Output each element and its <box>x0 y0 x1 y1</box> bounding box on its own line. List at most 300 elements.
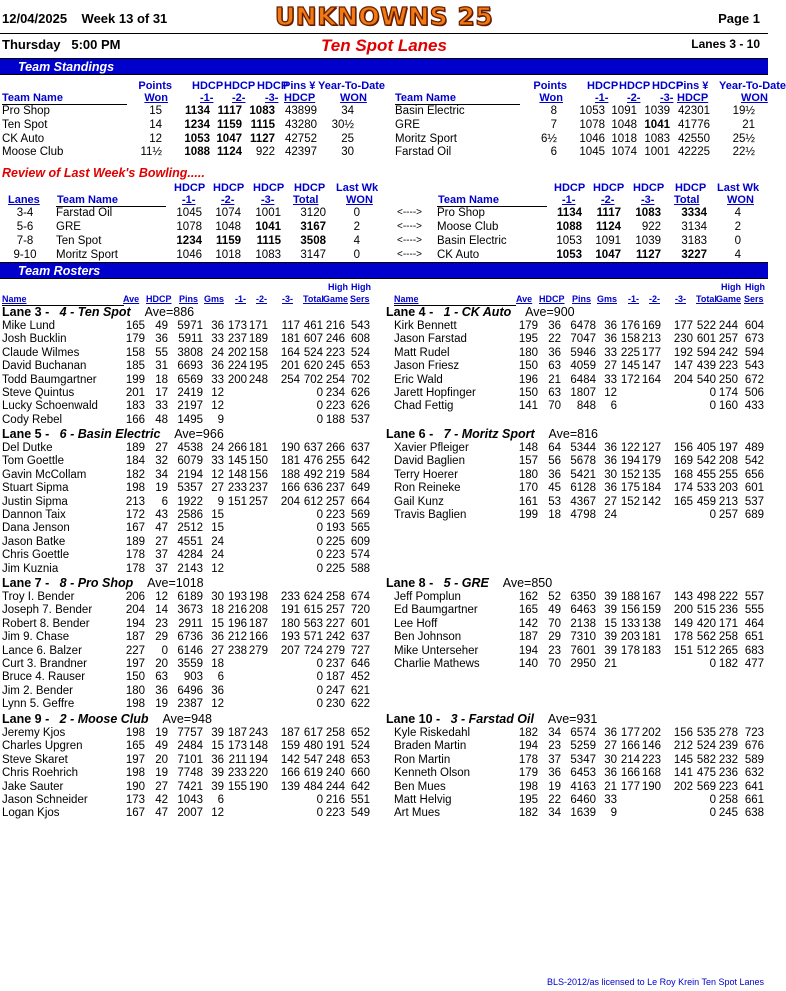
bowler-total: 724 <box>303 644 323 657</box>
bowler-pins: 1639 <box>570 807 596 820</box>
bowler-total: 498 <box>696 591 716 603</box>
bowler-high-series: 656 <box>744 468 764 481</box>
bowler-game-1: 233 <box>227 482 247 495</box>
game-2-hdcp: 1159 <box>217 118 242 131</box>
bowler-hdcp: 37 <box>155 562 168 575</box>
bowler-average: 150 <box>125 671 145 684</box>
bowler-hdcp: 36 <box>548 767 561 780</box>
high-series-sub-header: Sers <box>744 294 764 304</box>
game-1-hdcp: 1134 <box>185 105 210 117</box>
game-3-hdcp: 1115 <box>250 118 275 131</box>
bowler-high-game: 258 <box>325 591 345 603</box>
team-average: Ave=1018 <box>133 576 204 590</box>
game-2-hdcp: 1074 <box>611 146 637 159</box>
bowler-game-2: 195 <box>248 360 268 373</box>
hdcp-header: HDCP <box>253 182 285 194</box>
bowler-high-game: 232 <box>718 753 738 766</box>
bowler-games: 39 <box>604 591 617 603</box>
bowler-games: 24 <box>211 442 224 454</box>
lane-label: Lane 5 - <box>2 427 60 441</box>
bowler-game-3: 178 <box>673 631 693 644</box>
review-left-game-1: 1045 <box>176 207 202 219</box>
bowler-high-game: 225 <box>325 562 345 575</box>
bowler-total: 420 <box>696 617 716 630</box>
bowler-games: 30 <box>604 468 617 481</box>
pins-hdcp: 43899 <box>285 105 317 117</box>
bowler-pins: 1043 <box>177 794 203 806</box>
bowler-high-game: 244 <box>718 320 738 332</box>
bowler-game-1: 212 <box>227 631 247 644</box>
bowler-game-1: 196 <box>227 617 247 630</box>
bowler-name: Gavin McCollam <box>2 468 87 481</box>
bowler-pins: 5911 <box>178 333 203 346</box>
bowler-high-game: 223 <box>325 346 345 359</box>
ytd-won: 34 <box>341 105 354 117</box>
bowler-games: 30 <box>211 591 224 603</box>
bowler-pins: 6569 <box>177 373 203 386</box>
bowler-average: 140 <box>518 658 538 670</box>
hdcp-header: HDCP <box>633 182 665 194</box>
bowler-pins: 4538 <box>177 442 203 454</box>
bowler-average: 170 <box>518 482 538 495</box>
game-header: -2- <box>627 92 641 104</box>
bowler-high-series: 638 <box>744 807 764 820</box>
pins-header: Pins <box>179 294 199 304</box>
lanes-header: Lanes <box>8 194 40 206</box>
bowler-games: 36 <box>211 684 224 697</box>
game-header: -1- <box>200 92 214 104</box>
header-week: Week 13 of 31 <box>81 11 168 26</box>
bowler-pins: 1495 <box>177 413 203 426</box>
review-right-game-3: 1083 <box>635 207 661 219</box>
bowler-high-game: 227 <box>325 617 345 630</box>
high-series-sub-header: Sers <box>350 294 370 304</box>
ytd-header: Year-To-Date <box>719 80 786 92</box>
bowler-games: 36 <box>211 320 224 332</box>
bowler-total: 571 <box>303 631 323 644</box>
bowler-high-series: 652 <box>350 727 370 739</box>
pins-hdcp-header: HDCP <box>677 92 709 104</box>
bowler-hdcp: 17 <box>155 387 168 399</box>
bowler-high-series: 664 <box>350 495 370 508</box>
bowler-average: 166 <box>125 413 145 426</box>
bowler-hdcp: 43 <box>155 509 168 521</box>
bowler-game-3: 254 <box>280 373 300 386</box>
bowler-average: 178 <box>125 549 145 562</box>
bowler-average: 199 <box>518 509 538 521</box>
bowler-games: 33 <box>211 333 224 346</box>
bowler-high-game: 258 <box>325 727 345 739</box>
bowler-high-series: 720 <box>350 604 370 617</box>
bowler-game-2: 190 <box>248 780 268 793</box>
team-name-header: Team Name <box>2 92 63 104</box>
bowler-pins: 6146 <box>177 644 203 657</box>
bowler-high-series: 542 <box>744 455 764 468</box>
bowler-games: 27 <box>211 644 224 657</box>
bowler-games: 36 <box>604 482 617 495</box>
bowler-high-game: 234 <box>325 387 345 399</box>
bowler-average: 172 <box>125 509 145 521</box>
bowler-pins: 6484 <box>570 373 596 386</box>
review-left-won: 0 <box>353 249 360 261</box>
bowler-total: 0 <box>316 509 323 521</box>
bowler-total: 533 <box>696 482 716 495</box>
bowler-total: 0 <box>316 658 323 670</box>
bowler-hdcp: 70 <box>548 400 561 413</box>
pins-header: Pins ¥ <box>676 80 709 92</box>
game-2-hdcp: 1091 <box>611 105 637 117</box>
bowler-high-series: 537 <box>744 495 764 508</box>
bowler-hdcp: 19 <box>155 727 168 739</box>
bowler-pins: 5344 <box>570 442 596 454</box>
header-lanes: Lanes 3 - 10 <box>691 37 760 51</box>
bowler-name: Ron Martin <box>394 753 451 766</box>
bowler-high-game: 255 <box>325 455 345 468</box>
hdcp-header: HDCP <box>192 80 224 92</box>
bowler-average: 167 <box>125 807 145 820</box>
bowler-hdcp: 27 <box>155 780 168 793</box>
bowler-game-2: 146 <box>641 740 661 753</box>
review-left-game-3: 1001 <box>255 207 281 219</box>
bowler-total: 522 <box>696 320 716 332</box>
lane-label: Lane 9 - <box>2 712 60 726</box>
bowler-hdcp: 48 <box>155 413 168 426</box>
bowler-game-1: 173 <box>227 320 247 332</box>
bowler-hdcp: 53 <box>548 495 561 508</box>
bowler-game-1: 237 <box>227 333 247 346</box>
bowler-hdcp: 37 <box>155 549 168 562</box>
bowler-name: Kirk Bennett <box>394 320 457 332</box>
bowler-average: 148 <box>518 442 538 454</box>
bowler-high-series: 524 <box>350 346 370 359</box>
bowler-name: Chris Goettle <box>2 549 70 562</box>
bowler-average: 196 <box>518 373 538 386</box>
bowler-high-series: 674 <box>350 591 370 603</box>
bowler-hdcp: 19 <box>155 698 168 711</box>
bowler-games: 21 <box>604 780 617 793</box>
bowler-hdcp: 22 <box>548 333 561 346</box>
bowler-game-1: 152 <box>620 468 640 481</box>
bowler-pins: 6496 <box>177 684 203 697</box>
bowler-game-2: 194 <box>248 753 268 766</box>
bowler-total: 480 <box>303 740 323 753</box>
bowler-game-2: 169 <box>641 320 661 332</box>
bowler-game-2: 127 <box>641 442 661 454</box>
review-right-game-2: 1124 <box>596 221 621 233</box>
bowler-total: 540 <box>696 373 716 386</box>
bowler-average: 187 <box>125 631 145 644</box>
bowler-high-game: 254 <box>325 373 345 386</box>
bowler-total: 439 <box>696 360 716 373</box>
review-right-total: 3183 <box>681 235 707 247</box>
points-won: 7 <box>550 118 557 131</box>
game-1-hdcp: 1234 <box>184 118 210 131</box>
review-lanes: 7-8 <box>16 235 34 247</box>
bowler-pins: 2387 <box>177 698 203 711</box>
game-3-hdcp: 1039 <box>644 105 670 117</box>
bowler-pins: 3673 <box>177 604 203 617</box>
bowler-average: 150 <box>518 387 538 399</box>
bowler-hdcp: 21 <box>548 373 561 386</box>
total-header: Total <box>674 194 700 206</box>
bowler-average: 194 <box>518 644 538 657</box>
bowler-game-2: 166 <box>248 631 268 644</box>
bowler-average: 199 <box>125 373 145 386</box>
points-won: 12 <box>149 132 162 145</box>
game-3-hdcp: 1001 <box>644 146 670 159</box>
review-left-total: 3167 <box>300 221 326 233</box>
bowler-name: Claude Wilmes <box>2 346 80 359</box>
game-1-header: -1- <box>628 294 639 304</box>
bowler-high-game: 279 <box>325 644 345 657</box>
bowler-game-2: 220 <box>248 767 268 780</box>
team-average: Ave=850 <box>488 576 553 590</box>
bowler-game-3: 180 <box>280 617 300 630</box>
bowler-pins: 3808 <box>177 346 203 359</box>
bowler-pins: 2484 <box>177 740 203 753</box>
standings-team-name: Moose Club <box>2 146 64 159</box>
bowler-game-1: 156 <box>620 604 640 617</box>
ytd-won: 21 <box>742 118 755 131</box>
team-label: 8 - Pro Shop <box>59 576 134 590</box>
hdcp-header: HDCP <box>213 182 245 194</box>
bowler-game-1: 145 <box>227 455 247 468</box>
game-header: -3- <box>265 92 279 104</box>
bowler-pins: 6189 <box>177 591 203 603</box>
review-team-left: Moritz Sport <box>56 249 118 261</box>
bowler-average: 161 <box>518 495 538 508</box>
bowler-game-3: 165 <box>673 495 693 508</box>
bowler-pins: 2197 <box>177 400 203 413</box>
bowler-name: Jim 9. Chase <box>2 631 70 644</box>
bowler-hdcp: 0 <box>161 644 168 657</box>
bowler-average: 184 <box>125 455 145 468</box>
bowler-hdcp: 32 <box>155 455 168 468</box>
review-right-game-2: 1091 <box>595 235 621 247</box>
bowler-high-game: 223 <box>325 400 345 413</box>
review-team-header: Team Name <box>438 194 499 206</box>
bowler-games: 15 <box>604 617 617 630</box>
bowler-average: 158 <box>125 346 145 359</box>
game-2-header: -2- <box>256 294 267 304</box>
bowler-name: Ron Reineke <box>394 482 461 495</box>
team-label: 3 - Farstad Oil <box>450 712 534 726</box>
bowler-game-2: 150 <box>248 455 268 468</box>
bowler-total: 405 <box>696 442 716 454</box>
pins-hdcp: 42397 <box>285 146 317 159</box>
game-header: -3- <box>660 92 674 104</box>
bowler-game-2: 223 <box>641 753 661 766</box>
bowler-high-game: 257 <box>325 495 345 508</box>
ytd-won: 25½ <box>732 132 755 145</box>
page-number: Page 1 <box>718 11 760 26</box>
bowler-total: 0 <box>316 698 323 711</box>
bowler-game-3: 145 <box>673 753 693 766</box>
bowler-total: 612 <box>303 495 323 508</box>
bowler-total: 0 <box>709 509 716 521</box>
bowler-games: 18 <box>211 658 224 670</box>
bowler-hdcp: 29 <box>155 631 168 644</box>
games-header: Gms <box>597 294 618 304</box>
bowler-high-game: 245 <box>718 807 738 820</box>
bowler-average: 227 <box>125 644 145 657</box>
bowler-game-2: 248 <box>248 373 268 386</box>
bowler-average: 142 <box>518 617 538 630</box>
bowler-hdcp: 23 <box>548 740 561 753</box>
bowler-game-2: 168 <box>641 767 661 780</box>
bowler-hdcp: 49 <box>155 320 168 332</box>
bowler-game-2: 279 <box>248 644 268 657</box>
bowler-average: 157 <box>518 455 538 468</box>
lane-team-heading <box>386 576 552 590</box>
bowler-games: 36 <box>604 333 617 346</box>
review-team-header: Team Name <box>57 194 118 206</box>
bowler-games: 15 <box>211 522 224 535</box>
bowler-high-series: 537 <box>350 413 370 426</box>
bowler-pins: 5946 <box>570 346 596 359</box>
bowler-high-game: 244 <box>325 780 345 793</box>
hdcp-header: HDCP <box>593 182 625 194</box>
bowler-high-game: 257 <box>325 604 345 617</box>
bowler-high-series: 608 <box>350 333 370 346</box>
game-header: -3- <box>641 194 655 206</box>
bowler-game-1: 173 <box>227 740 247 753</box>
bowler-games: 36 <box>604 442 617 454</box>
standings-team-name: Basin Electric <box>395 105 465 117</box>
bowler-hdcp: 18 <box>548 509 561 521</box>
review-right-game-1: 1088 <box>556 221 582 233</box>
bowler-name: Art Mues <box>394 807 441 820</box>
team-average: Ave=966 <box>160 427 224 441</box>
bowler-name: Matt Rudel <box>394 346 450 359</box>
bowler-average: 206 <box>125 591 145 603</box>
bowler-pins: 4284 <box>177 549 203 562</box>
bowler-name: Kyle Riskedahl <box>394 727 471 739</box>
bowler-games: 36 <box>211 360 224 373</box>
review-right-game-1: 1053 <box>556 235 582 247</box>
bowler-total: 0 <box>316 684 323 697</box>
bowler-game-3: 143 <box>673 591 693 603</box>
bowler-game-3: 156 <box>673 442 693 454</box>
bowler-game-2: 156 <box>248 468 268 481</box>
bowler-hdcp: 49 <box>548 604 561 617</box>
bowler-average: 213 <box>125 495 145 508</box>
bowler-pins: 6079 <box>177 455 203 468</box>
bowler-high-series: 524 <box>350 740 370 753</box>
bowler-game-2: 142 <box>641 495 661 508</box>
review-left-game-2: 1074 <box>215 207 241 219</box>
bowler-pins: 4798 <box>570 509 596 521</box>
review-right-game-3: 1127 <box>636 249 661 261</box>
bowler-total: 562 <box>696 631 716 644</box>
bowler-hdcp: 45 <box>548 482 561 495</box>
bowler-games: 39 <box>211 727 224 739</box>
team-label: 2 - Moose Club <box>59 712 149 726</box>
bowler-name: Bruce 4. Rauser <box>2 671 86 684</box>
game-2-hdcp: 1018 <box>611 132 637 145</box>
bowler-games: 24 <box>604 509 617 521</box>
bowler-high-series: 569 <box>350 509 370 521</box>
bowler-games: 27 <box>211 482 224 495</box>
versus-arrow: <----> <box>397 221 422 232</box>
bowler-average: 141 <box>518 400 538 413</box>
hdcp-header: HDCP <box>146 294 172 304</box>
bowler-high-game: 174 <box>718 387 738 399</box>
game-3-header: -3- <box>282 294 293 304</box>
versus-arrow: <----> <box>397 249 422 260</box>
bowler-name: Matt Helvig <box>394 794 452 806</box>
review-left-game-2: 1018 <box>215 249 241 261</box>
bowler-name: Jason Batke <box>2 535 66 548</box>
bowler-total: 0 <box>709 400 716 413</box>
bowler-name: Kenneth Olson <box>394 767 471 780</box>
bowler-games: 24 <box>211 346 224 359</box>
bowler-games: 39 <box>604 604 617 617</box>
bowler-games: 15 <box>211 740 224 753</box>
bowler-game-1: 148 <box>227 468 247 481</box>
bowler-high-game: 257 <box>718 333 738 346</box>
bowler-game-3: 166 <box>280 482 300 495</box>
high-game-sub-header: Game <box>716 294 742 304</box>
bowler-game-3: 159 <box>280 740 300 753</box>
bowler-game-2: 147 <box>641 360 661 373</box>
bowler-high-game: 223 <box>325 509 345 521</box>
bowler-high-game: 223 <box>718 360 738 373</box>
team-label: 4 - Ten Spot <box>59 305 131 319</box>
hdcp-header: HDCP <box>224 80 256 92</box>
game-1-hdcp: 1088 <box>184 146 210 159</box>
bowler-pins: 7748 <box>177 767 203 780</box>
bowler-game-3: 142 <box>280 753 300 766</box>
bowler-high-series: 637 <box>350 442 370 454</box>
bowler-game-3: 117 <box>281 320 300 332</box>
review-title: Review of Last Week's Bowling..... <box>2 166 205 180</box>
review-team-left: GRE <box>56 221 81 233</box>
bowler-total: 459 <box>696 495 716 508</box>
bowler-high-series: 549 <box>350 807 370 820</box>
bowler-game-1: 172 <box>620 373 640 386</box>
bowler-high-series: 649 <box>350 482 370 495</box>
bowler-game-3: 233 <box>280 591 300 603</box>
game-3-hdcp: 922 <box>255 146 275 159</box>
pins-hdcp: 42225 <box>678 146 710 159</box>
bowler-game-2: 243 <box>248 727 268 739</box>
total-header: Total <box>293 194 319 206</box>
bowler-game-2: 159 <box>641 604 661 617</box>
bowler-name: Logan Kjos <box>2 807 60 820</box>
bowler-high-series: 574 <box>350 549 370 562</box>
bowler-name: Mike Unterseher <box>394 644 479 657</box>
ytd-won: 30 <box>341 146 354 159</box>
bowler-average: 180 <box>518 346 538 359</box>
hdcp-header: HDCP <box>174 182 206 194</box>
bowler-name: Jason Farstad <box>394 333 467 346</box>
review-left-game-3: 1041 <box>255 221 281 233</box>
ytd-won-header: WON <box>741 92 768 104</box>
bowler-hdcp: 23 <box>155 617 168 630</box>
lane-label: Lane 4 - <box>386 305 444 319</box>
ytd-won: 25 <box>341 132 354 145</box>
bowler-high-series: 584 <box>350 468 370 481</box>
bowler-game-1: 178 <box>620 644 640 657</box>
review-lanes: 9-10 <box>13 249 37 261</box>
hdcp-header: HDCP <box>652 80 684 92</box>
review-right-won: 0 <box>734 235 741 247</box>
bowler-games: 18 <box>211 604 224 617</box>
bowler-high-series: 673 <box>744 333 764 346</box>
bowler-high-game: 278 <box>718 727 738 739</box>
header-date: 12/04/2025 Week 13 of 31 <box>2 11 168 26</box>
